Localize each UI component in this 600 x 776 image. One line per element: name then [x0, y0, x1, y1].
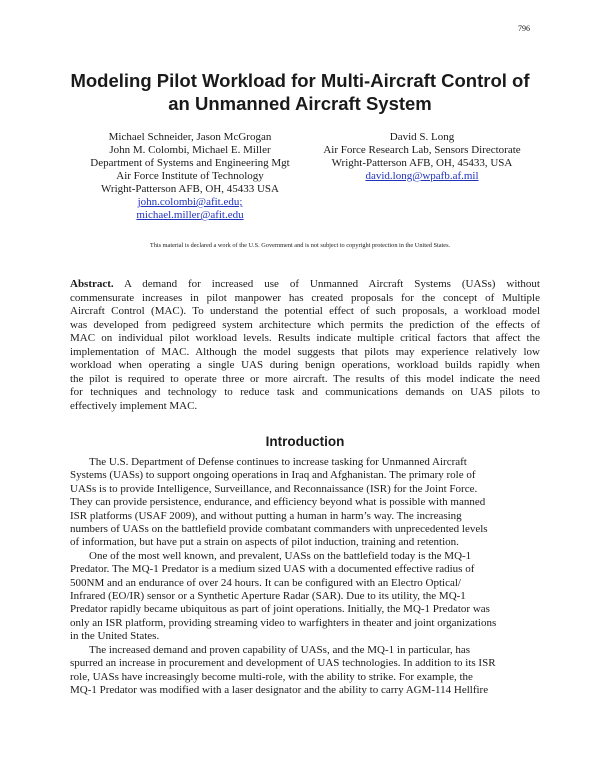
author-names: David S. Long [389, 131, 455, 143]
author-department: Department of Systems and Engineering Mgt [90, 157, 290, 169]
text-line: The U.S. Department of Defense continues to increase tasking for Unmanned Aircraft [89, 456, 467, 468]
text-line: Predator rapidly became ubiquitous as part of joint operations. Initially, the MQ-1 Predator was [70, 603, 490, 616]
abstract-line: workload when operating a single UAS during benign operations, workload builds rapidly when [70, 359, 540, 371]
email-link-colombi[interactable]: john.colombi@afit.edu; [137, 196, 243, 208]
email-link-miller[interactable]: michael.miller@afit.edu [136, 209, 244, 221]
author-names: Michael Schneider, Jason McGrogan [108, 131, 272, 143]
abstract-line: implementation of MAC. Although the model suggests that pilots may experience relatively low [70, 345, 540, 358]
abstract-line: effectively implement MAC. [70, 399, 198, 412]
text-line: Systems (UASs) to support ongoing operations in Iraq and Afghanistan. The primary role of [70, 469, 476, 482]
abstract-label: Abstract. [70, 278, 114, 290]
text-line: 500NM and an endurance of over 24 hours. It can be configured with an Electro Optical/ [70, 576, 461, 589]
abstract-line: Aircraft Control (MAC). To understand the potential effect of such proposals, a workload model [70, 305, 540, 317]
text-line: in the United States. [70, 630, 160, 643]
email-link-long[interactable]: david.long@wpafb.af.mil [365, 170, 479, 182]
title-line: Modeling Pilot Workload for Multi-Aircraft Control of [70, 70, 530, 91]
author-institution: Air Force Research Lab, Sensors Directorate [323, 144, 521, 156]
text-line: UASs is to provide Intelligence, Surveillance, and Reconnaissance (ISR) for the Joint Force. [70, 482, 478, 495]
author-block-afit [70, 131, 310, 222]
abstract-line: for techniques and technology to reduce task and communications demands on UAS pilots to [70, 386, 540, 398]
text-line: One of the most well known, and prevalent, UASs on the battlefield today is the MQ-1 [89, 549, 472, 562]
abstract-line: the pilot is required to operate three or more aircraft. The results of this model indicate the need [70, 372, 540, 385]
copyright-disclaimer: This material is declared a work of the U.S. Government and is not subject to copyright protection in the United States. [149, 242, 451, 249]
text-line: Infrared (EO/IR) sensor or a Synthetic Aperture Radar (SAR). Due to its utility, the MQ-1 [70, 590, 466, 603]
author-names: John M. Colombi, Michael E. Miller [109, 144, 271, 156]
title-line: an Unmanned Aircraft System [168, 93, 432, 114]
abstract-line: MAC on individual pilot workload levels. Results indicate multiple critical factors that affect the [70, 332, 540, 344]
text-line: role, UASs have increasingly become multi-role, with the ability to strike. For example, the [70, 670, 473, 683]
abstract-line: Abstract. A demand for increased use of Unmanned Aircraft Systems (UASs) without [70, 278, 540, 290]
abstract-line: was developed from pedigreed system architecture which permits the prediction of the effects of [70, 318, 540, 331]
paragraph [70, 456, 540, 550]
paper-title [70, 69, 530, 115]
text-line: Predator. The MQ-1 Predator is a medium sized UAS with a documented effective radius of [70, 563, 475, 576]
page-number: 796 [518, 24, 530, 33]
introduction-body [70, 456, 540, 697]
paragraph [70, 550, 540, 644]
text-line: numbers of UASs on the battlefield provide combatant commanders with unprecedented levels [70, 523, 488, 536]
text-line: MQ-1 Predator was modified with a laser designator and the ability to carry AGM-114 Hellfire [70, 683, 489, 696]
text-line: only an ISR platform, providing streaming video to warfighters in theater and joint organizations [70, 616, 497, 629]
text-line: of information, but have put a strain on aspects of pilot induction, training and retention. [70, 536, 459, 549]
section-heading-introduction: Introduction [265, 434, 345, 449]
author-institution: Air Force Institute of Technology [116, 170, 264, 182]
text-line: spurred an increase in procurement and development of UAS technologies. In addition to its ISR [70, 657, 496, 670]
paragraph [70, 644, 540, 698]
author-address: Wright-Patterson AFB, OH, 45433 USA [100, 183, 279, 195]
text-line: The increased demand and proven capability of UASs, and the MQ-1 in particular, has [89, 643, 471, 656]
text-line: They can provide persistence, endurance, and efficiency beyond what is possible with manned [70, 496, 486, 509]
text-line: ISR platforms (USAF 2009), and without putting a human in harm’s way. The increasing [70, 509, 462, 522]
abstract-line: commensurate increases in pilot manpower has created proposals for the concept of Multiple [70, 291, 540, 304]
abstract [70, 278, 540, 413]
author-address: Wright-Patterson AFB, OH, 45433, USA [331, 157, 513, 169]
author-block-afrl [302, 131, 542, 183]
